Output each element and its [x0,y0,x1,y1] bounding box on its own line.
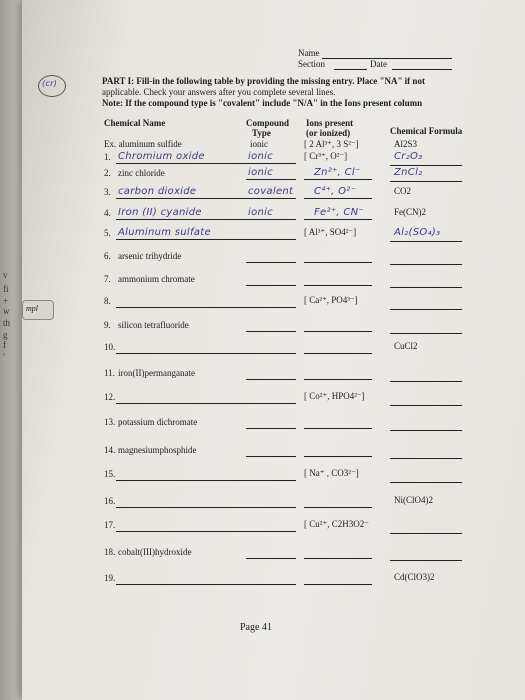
row-name-blank[interactable] [116,531,246,532]
row-ions-present: [ Co²⁺, HPO4²⁻] [304,391,365,401]
row-formula-blank[interactable] [390,430,462,431]
instructions-line-3: Note: If the compound type is "covalent" include "N/A" in the Ions present column [102,98,423,108]
row-number: 11. [104,368,115,378]
name-line [322,58,452,59]
strip-char: f [3,340,6,350]
row-ions-blank[interactable] [304,428,372,429]
row-type-blank[interactable] [246,403,296,404]
row-number: 1. [104,152,111,162]
row-ions-blank[interactable] [304,331,372,332]
row-chemical-formula: Ni(ClO4)2 [394,495,433,505]
row-number: 2. [104,168,111,178]
row-number: 9. [104,320,111,330]
row-ions-present: [ Na⁺ , CO3²⁻] [304,468,359,478]
row-type-blank[interactable] [246,353,296,354]
row-name-blank[interactable] [116,307,246,308]
col-header-name: Chemical Name [104,118,166,128]
row-name-blank[interactable] [116,403,246,404]
row-ions-blank[interactable] [304,456,372,457]
row-chemical-name: silicon tetrafluoride [118,320,189,330]
row-number: 6. [104,251,111,261]
row-chemical-name: cobalt(III)hydroxide [118,547,192,557]
margin-circle-text: (cr) [42,79,58,88]
row-number: 8. [104,296,111,306]
row-name-blank[interactable] [116,163,246,164]
col-header-type-2: Type [252,128,271,138]
example-type: ionic [250,139,268,149]
strip-char: ' [3,352,5,362]
row-formula-blank[interactable] [390,560,462,561]
margin-side-text: mpl [26,304,38,313]
strip-char: + [3,296,9,306]
example-formula: Al2S3 [394,139,418,149]
row-type-blank[interactable] [246,584,296,585]
row-ions-blank[interactable] [304,379,372,380]
row-number: 7. [104,274,111,284]
row-ions-present: [ Ca²⁺, PO4³⁻] [304,295,358,305]
row-type-blank[interactable] [246,428,296,429]
row-formula-blank[interactable] [390,405,462,406]
strip-char: v [3,270,8,280]
section-label: Section [298,59,325,69]
row-formula-blank[interactable] [390,533,462,534]
row-chemical-name: iron(II)permanganate [118,368,195,378]
row-ions-blank[interactable] [304,198,372,199]
row-type-blank[interactable] [246,179,296,180]
row-ions-present: Fe²⁺, CN⁻ [314,207,364,218]
row-type-blank[interactable] [246,531,296,532]
instructions-line-1: PART I: Fill-in the following table by providing the missing entry. Place "NA" if not [102,76,425,86]
row-formula-blank[interactable] [390,181,462,182]
row-chemical-formula: ZnCl₂ [394,167,423,178]
row-chemical-formula: Cd(ClO3)2 [394,572,435,582]
row-ions-blank[interactable] [304,262,372,263]
row-type-blank[interactable] [246,198,296,199]
row-ions-blank[interactable] [304,179,372,180]
strip-char: g [3,330,8,340]
row-name-blank[interactable] [116,198,246,199]
row-number: 15. [104,469,116,479]
row-type-blank[interactable] [246,307,296,308]
row-formula-blank[interactable] [390,264,462,265]
row-number: 5. [104,228,111,238]
row-chemical-name: arsenic trihydride [118,251,182,261]
row-name-blank[interactable] [116,219,246,220]
row-number: 4. [104,208,111,218]
row-chemical-formula: Cr₂O₃ [394,151,423,162]
row-ions-present: [ Cr³⁺, O²⁻] [304,151,348,161]
row-formula-blank[interactable] [390,309,462,310]
row-formula-blank[interactable] [390,333,462,334]
row-chemical-formula: CuCl2 [394,341,418,351]
row-chemical-name: carbon dioxide [118,186,197,197]
row-number: 14. [104,445,116,455]
row-ions-blank[interactable] [304,558,372,559]
row-formula-blank[interactable] [390,287,462,288]
row-number: 16. [104,496,116,506]
row-type-blank[interactable] [246,219,296,220]
row-formula-blank[interactable] [390,482,462,483]
row-compound-type: ionic [248,207,274,218]
col-header-ions-1: Ions present [306,118,354,128]
row-chemical-formula: Fe(CN)2 [394,207,426,217]
row-name-blank[interactable] [116,353,246,354]
page-number: Page 41 [240,622,272,633]
row-type-blank[interactable] [246,331,296,332]
row-chemical-name: ammonium chromate [118,274,195,284]
row-number: 10. [104,342,116,352]
strip-char: fi [3,284,9,294]
row-ions-present: [ Al³⁺, SO4²⁻] [304,227,357,237]
row-type-blank[interactable] [246,163,296,164]
row-chemical-name: zinc chloride [118,168,165,178]
example-ions: [ 2 Al³⁺, 3 S²⁻] [304,139,359,149]
row-formula-blank[interactable] [390,458,462,459]
col-header-type-1: Compound [246,118,290,128]
row-type-blank[interactable] [246,239,296,240]
row-type-blank[interactable] [246,558,296,559]
row-type-blank[interactable] [246,379,296,380]
row-ions-blank[interactable] [304,507,372,508]
example-name: Ex. aluminum sulfide [104,139,182,149]
col-header-formula: Chemical Formula [390,126,463,136]
instructions-line-2: applicable. Check your answers after you complete several lines. [102,87,336,97]
strip-char: w [3,306,10,316]
row-ions-blank[interactable] [304,219,372,220]
row-chemical-formula: Al₂(SO₄)₃ [394,227,441,238]
row-number: 18. [104,547,116,557]
row-chemical-name: Iron (II) cyanide [118,207,202,218]
row-chemical-name: Chromium oxide [118,151,205,162]
row-type-blank[interactable] [246,480,296,481]
row-formula-blank[interactable] [390,241,462,242]
row-type-blank[interactable] [246,507,296,508]
row-type-blank[interactable] [246,285,296,286]
row-number: 19. [104,573,116,583]
row-compound-type: ionic [248,167,274,178]
row-ions-present: Zn²⁺, Cl⁻ [314,167,361,178]
row-formula-blank[interactable] [390,165,462,166]
row-number: 3. [104,187,111,197]
date-line [392,69,452,70]
row-chemical-formula: CO2 [394,186,412,196]
row-number: 17. [104,520,116,530]
row-name-blank[interactable] [116,507,246,508]
row-name-blank[interactable] [116,584,246,585]
row-type-blank[interactable] [246,456,296,457]
row-number: 13. [104,417,116,427]
row-compound-type: covalent [248,186,294,197]
row-chemical-name: magnesiumphosphide [118,445,197,455]
row-ions-present: C⁴⁺, O²⁻ [314,186,357,197]
row-name-blank[interactable] [116,480,246,481]
row-number: 12. [104,392,116,402]
row-ions-present: [ Cu²⁺, C2H3O2⁻ [304,519,369,529]
col-header-ions-2: (or ionized) [306,128,351,138]
strip-char: th [3,318,11,328]
row-compound-type: ionic [248,151,274,162]
section-line [334,69,367,70]
date-label: Date [370,59,387,69]
worksheet-page [22,0,525,700]
row-chemical-name: potassium dichromate [118,417,198,427]
adjacent-page-strip [0,0,22,700]
row-ions-blank[interactable] [304,353,372,354]
row-type-blank[interactable] [246,262,296,263]
row-ions-blank[interactable] [304,584,372,585]
row-formula-blank[interactable] [390,381,462,382]
name-label: Name [298,48,320,58]
row-ions-blank[interactable] [304,285,372,286]
row-name-blank[interactable] [116,239,246,240]
row-chemical-name: Aluminum sulfate [118,227,211,238]
